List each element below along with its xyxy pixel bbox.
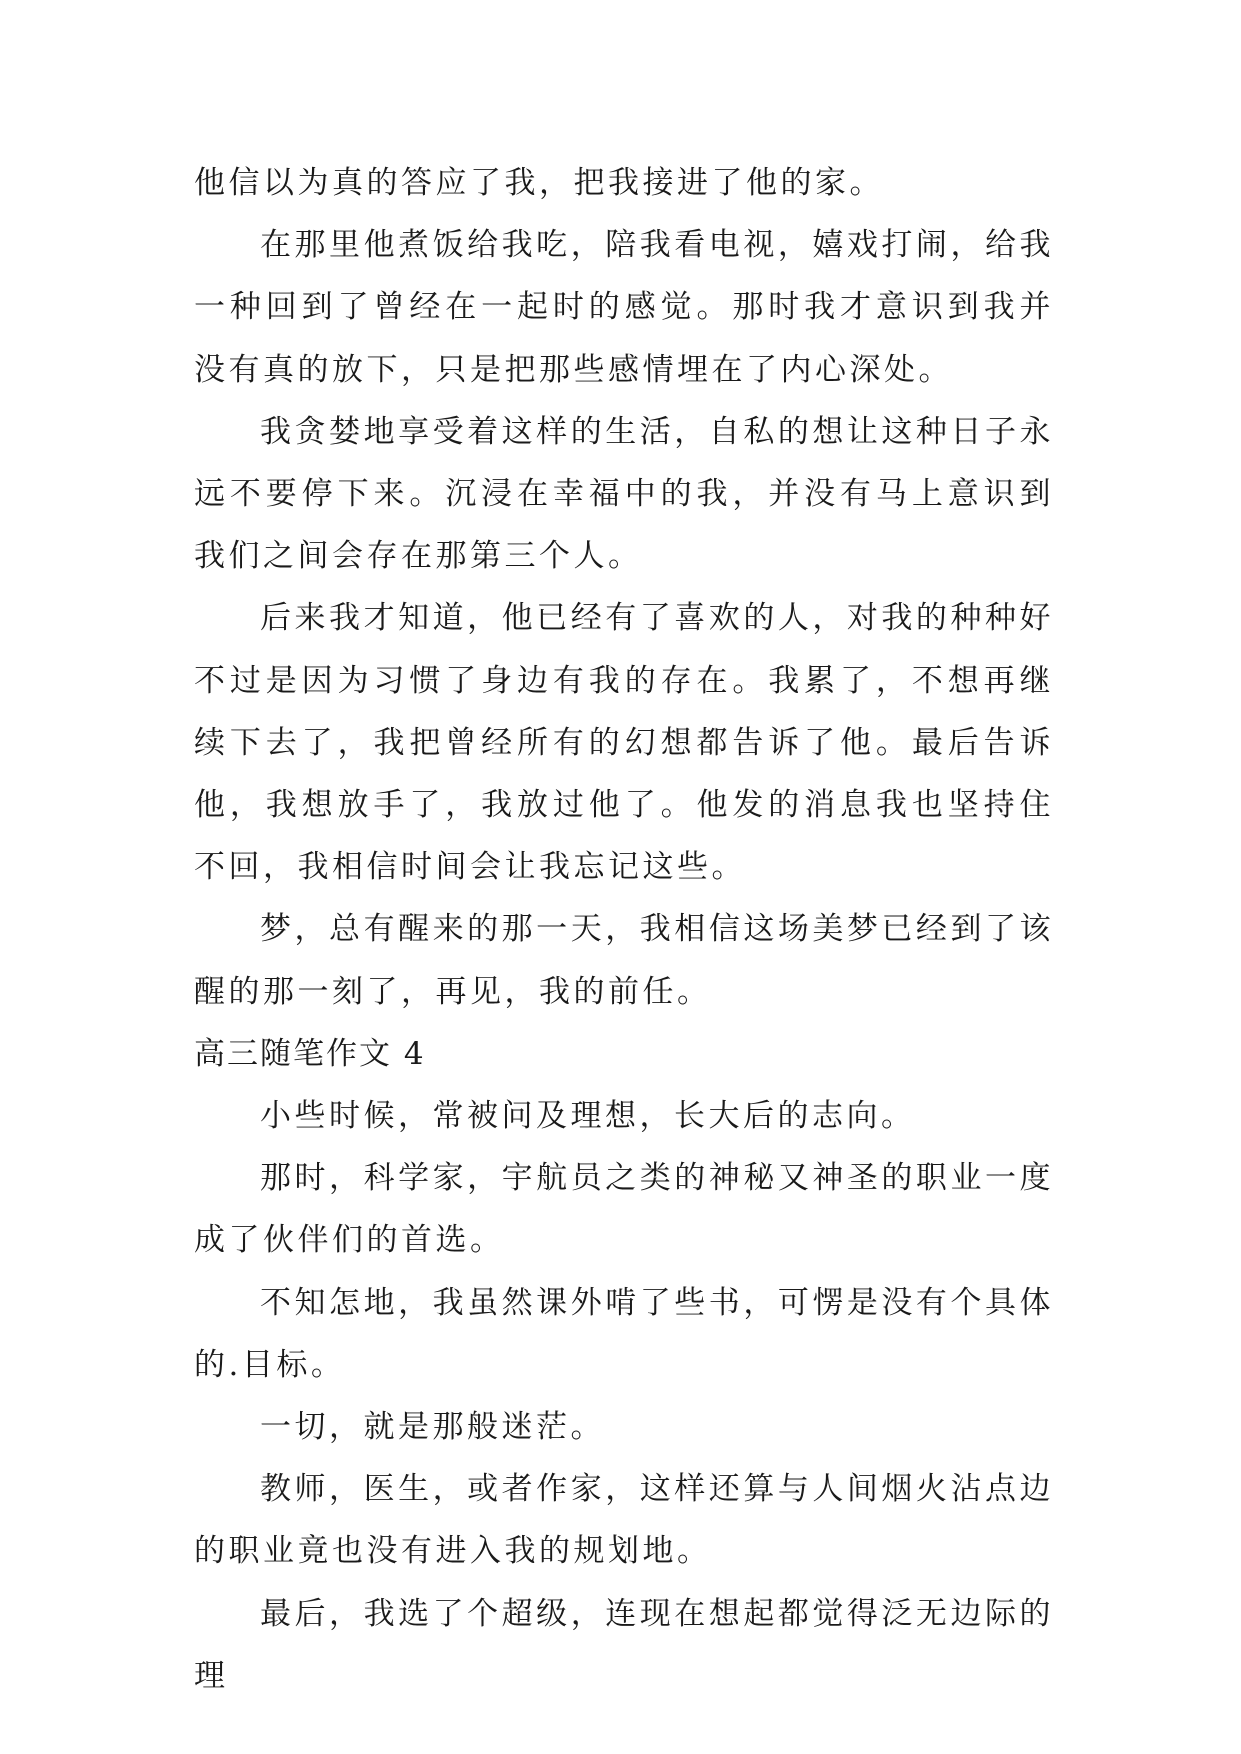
paragraph: 最后，我选了个超级，连现在想起都觉得泛无边际的理 xyxy=(194,1595,1054,1694)
document-body xyxy=(194,152,1054,1707)
section-heading: 高三随笔作文 4 xyxy=(194,1035,426,1072)
paragraph: 不知怎地，我虽然课外啃了些书，可愣是没有个具体的.目标。 xyxy=(194,1284,1054,1383)
paragraph: 一切，就是那般迷茫。 xyxy=(260,1409,605,1446)
paragraph: 梦，总有醒来的那一天，我相信这场美梦已经到了该醒的那一刻了，再见，我的前任。 xyxy=(194,911,1054,1010)
paragraph: 那时，科学家，宇航员之类的神秘又神圣的职业一度成了伙伴们的首选。 xyxy=(194,1160,1054,1259)
paragraph: 在那里他煮饭给我吃，陪我看电视，嬉戏打闹，给我一种回到了曾经在一起时的感觉。那时我才意识到我并没有真的放下，只是把那些感情埋在了内心深处。 xyxy=(194,227,1054,388)
paragraph: 教师，医生，或者作家，这样还算与人间烟火沾点边的职业竟也没有进入我的规划地。 xyxy=(194,1471,1054,1570)
paragraph: 我贪婪地享受着这样的生活，自私的想让这种日子永远不要停下来。沉浸在幸福中的我，并没有马上意识到我们之间会存在那第三个人。 xyxy=(194,413,1054,575)
paragraph: 他信以为真的答应了我，把我接进了他的家。 xyxy=(194,165,884,201)
paragraph: 小些时候，常被问及理想，长大后的志向。 xyxy=(260,1098,916,1135)
paragraph: 后来我才知道，他已经有了喜欢的人，对我的种种好不过是因为习惯了身边有我的存在。我累了，不想再继续下去了，我把曾经所有的幻想都告诉了他。最后告诉他，我想放手了，我放过他了。他发的消息我也坚持住不回，我相信时间会让我忘记这些。 xyxy=(194,600,1054,886)
